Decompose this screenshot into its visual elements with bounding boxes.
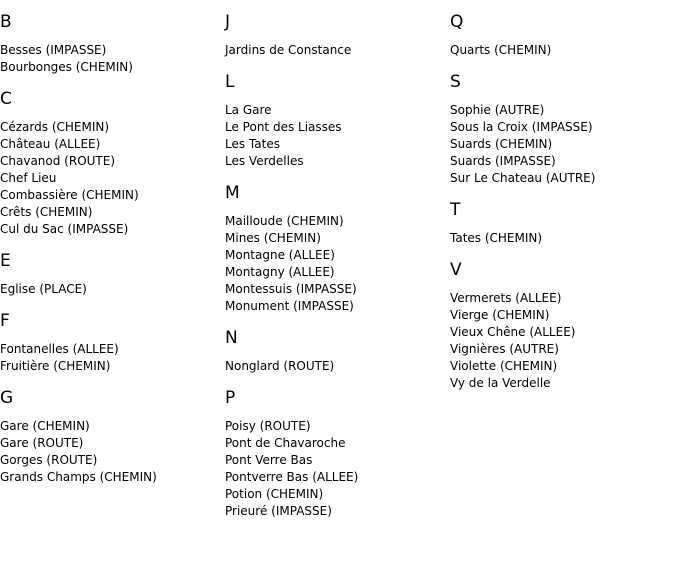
street-link[interactable]: Les Verdelles	[225, 154, 304, 168]
street-list	[450, 290, 670, 392]
letter-heading: E	[0, 251, 11, 271]
street-link[interactable]: Pont de Chavaroche	[225, 436, 346, 450]
letter-heading: F	[0, 311, 10, 331]
letter-heading: Q	[450, 12, 464, 32]
letter-group-g	[0, 388, 220, 486]
letter-heading: N	[225, 328, 238, 348]
letter-group-f	[0, 311, 220, 375]
letter-group-e	[0, 251, 220, 298]
street-link[interactable]: Prieuré (IMPASSE)	[225, 504, 332, 518]
letter-heading: P	[225, 388, 236, 408]
street-link[interactable]: Potion (CHEMIN)	[225, 487, 324, 501]
street-link[interactable]: Cul du Sac (IMPASSE)	[0, 222, 129, 236]
letter-heading: M	[225, 183, 240, 203]
street-list	[0, 341, 220, 375]
index-column-2	[225, 0, 445, 533]
street-link[interactable]: Vermerets (ALLEE)	[450, 291, 562, 305]
index-column-1	[0, 0, 220, 499]
letter-group-t	[450, 200, 670, 247]
street-link[interactable]: Les Tates	[225, 137, 280, 151]
street-link[interactable]: Mines (CHEMIN)	[225, 231, 321, 245]
letter-heading: S	[450, 72, 461, 92]
letter-group-m	[225, 183, 445, 315]
street-link[interactable]: Sur Le Chateau (AUTRE)	[450, 171, 596, 185]
street-link[interactable]: Suards (IMPASSE)	[450, 154, 556, 168]
letter-group-b	[0, 12, 220, 76]
street-link[interactable]: Vierge (CHEMIN)	[450, 308, 550, 322]
street-link[interactable]: Chavanod (ROUTE)	[0, 154, 116, 168]
street-list	[450, 42, 670, 59]
street-link[interactable]: Combassière (CHEMIN)	[0, 188, 139, 202]
street-link[interactable]: Vieux Chêne (ALLEE)	[450, 325, 576, 339]
street-list	[225, 418, 445, 520]
letter-group-q	[450, 12, 670, 59]
street-link[interactable]: Suards (CHEMIN)	[450, 137, 553, 151]
letter-heading: J	[225, 12, 231, 32]
letter-heading: T	[450, 200, 461, 220]
street-list	[225, 102, 445, 170]
index-column-3	[450, 0, 670, 405]
street-link[interactable]: Mailloude (CHEMIN)	[225, 214, 344, 228]
street-link[interactable]: Quarts (CHEMIN)	[450, 43, 552, 57]
street-link[interactable]: Vignières (AUTRE)	[450, 342, 559, 356]
street-link[interactable]: Cézards (CHEMIN)	[0, 120, 110, 134]
letter-heading: G	[0, 388, 14, 408]
letter-heading: C	[0, 89, 12, 109]
street-list	[0, 281, 220, 298]
street-link[interactable]: Montessuis (IMPASSE)	[225, 282, 357, 296]
street-link[interactable]: Montagny (ALLEE)	[225, 265, 335, 279]
street-link[interactable]: Besses (IMPASSE)	[0, 43, 107, 57]
letter-group-c	[0, 89, 220, 238]
street-link[interactable]: Jardins de Constance	[225, 43, 352, 57]
street-link[interactable]: Grands Champs (CHEMIN)	[0, 470, 157, 484]
street-link[interactable]: Montagne (ALLEE)	[225, 248, 335, 262]
letter-group-s	[450, 72, 670, 187]
letter-heading: B	[0, 12, 12, 32]
street-link[interactable]: Crêts (CHEMIN)	[0, 205, 93, 219]
street-link[interactable]: Fruitière (CHEMIN)	[0, 359, 111, 373]
letter-heading: V	[450, 260, 462, 280]
street-list	[0, 119, 220, 238]
street-link[interactable]: Le Pont des Liasses	[225, 120, 342, 134]
letter-group-p	[225, 388, 445, 520]
street-link[interactable]: Château (ALLEE)	[0, 137, 101, 151]
street-list	[0, 42, 220, 76]
street-list	[225, 42, 445, 59]
letter-heading: L	[225, 72, 235, 92]
letter-group-l	[225, 72, 445, 170]
street-link[interactable]: Sous la Croix (IMPASSE)	[450, 120, 593, 134]
street-link[interactable]: Monument (IMPASSE)	[225, 299, 354, 313]
street-link[interactable]: Tates (CHEMIN)	[450, 231, 543, 245]
street-list	[225, 358, 445, 375]
street-link[interactable]: Gare (CHEMIN)	[0, 419, 90, 433]
street-list	[0, 418, 220, 486]
street-link[interactable]: Poisy (ROUTE)	[225, 419, 311, 433]
letter-group-n	[225, 328, 445, 375]
street-link[interactable]: Chef Lieu	[0, 171, 57, 185]
street-link[interactable]: Eglise (PLACE)	[0, 282, 87, 296]
street-link[interactable]: Fontanelles (ALLEE)	[0, 342, 119, 356]
street-link[interactable]: Bourbonges (CHEMIN)	[0, 60, 133, 74]
letter-group-v	[450, 260, 670, 392]
street-link[interactable]: Gare (ROUTE)	[0, 436, 84, 450]
street-link[interactable]: Gorges (ROUTE)	[0, 453, 98, 467]
letter-group-j	[225, 12, 445, 59]
street-link[interactable]: La Gare	[225, 103, 272, 117]
street-list	[450, 230, 670, 247]
street-link[interactable]: Pont Verre Bas	[225, 453, 313, 467]
street-list	[225, 213, 445, 315]
street-link[interactable]: Nonglard (ROUTE)	[225, 359, 335, 373]
street-link[interactable]: Sophie (AUTRE)	[450, 103, 545, 117]
street-link[interactable]: Vy de la Verdelle	[450, 376, 551, 390]
street-link[interactable]: Pontverre Bas (ALLEE)	[225, 470, 359, 484]
street-list	[450, 102, 670, 187]
street-link[interactable]: Violette (CHEMIN)	[450, 359, 558, 373]
